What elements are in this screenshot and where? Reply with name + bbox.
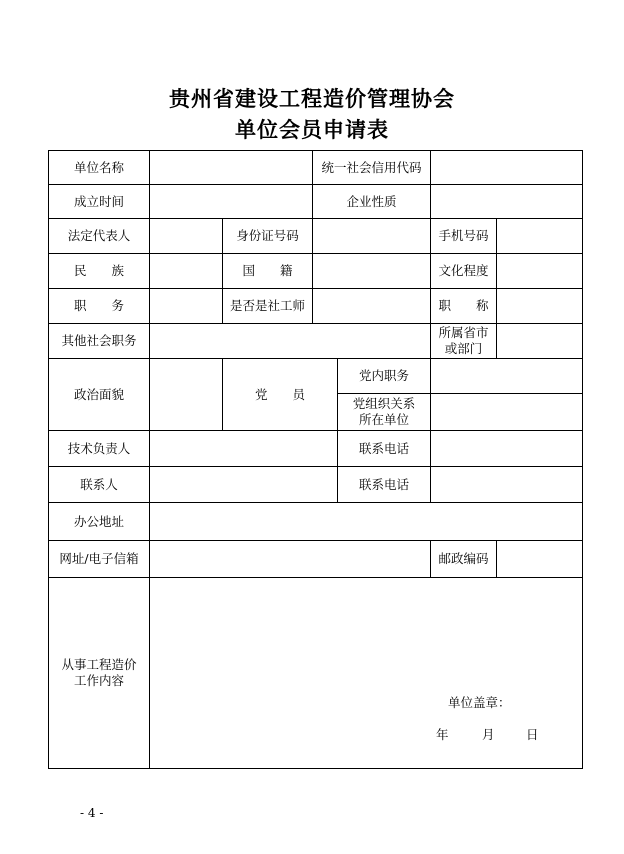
field-nationality[interactable]: [313, 254, 430, 288]
label-ethnicity: 民 族: [73, 263, 124, 278]
label-work-content: 从事工程造价 工作内容: [61, 657, 137, 688]
label-id-number: 身份证号码: [236, 228, 299, 243]
field-education[interactable]: [497, 254, 582, 288]
label-province-dept: 所属省市 或部门: [438, 325, 489, 356]
field-mobile[interactable]: [497, 219, 582, 253]
field-legal-rep[interactable]: [150, 219, 222, 253]
label-office-addr: 办公地址: [73, 513, 124, 529]
form-title-line2: 单位会员申请表: [235, 118, 389, 142]
label-credit-code: 统一社会信用代码: [321, 159, 422, 175]
field-ethnicity[interactable]: [150, 254, 222, 288]
label-tech-lead: 技术负责人: [67, 440, 131, 456]
label-postcode: 邮政编码: [438, 551, 489, 566]
label-phone-2: 联系电话: [358, 476, 409, 492]
label-party-position: 党内职务: [358, 368, 409, 383]
label-position: 职 务: [73, 298, 124, 313]
field-website-email[interactable]: [150, 541, 430, 577]
label-enterprise-nature: 企业性质: [346, 193, 397, 209]
label-website-email: 网址/电子信箱: [59, 551, 139, 566]
field-contact[interactable]: [150, 467, 337, 502]
field-credit-code[interactable]: [431, 151, 582, 184]
field-postcode[interactable]: [497, 541, 582, 577]
field-phone-1[interactable]: [431, 431, 582, 466]
field-phone-2[interactable]: [431, 467, 582, 502]
field-tech-lead[interactable]: [150, 431, 337, 466]
field-province-dept[interactable]: [497, 324, 582, 358]
label-mobile: 手机号码: [438, 228, 489, 243]
label-legal-rep: 法定代表人: [67, 228, 131, 243]
field-unit-name[interactable]: [150, 151, 312, 184]
field-title-rank[interactable]: [497, 289, 582, 323]
label-phone-1: 联系电话: [358, 440, 409, 456]
date-day: 日: [526, 727, 539, 742]
label-party-org: 党组织关系 所在单位: [352, 396, 416, 427]
label-social-worker: 是否是社工师: [229, 298, 305, 313]
label-political: 政治面貌: [73, 386, 124, 402]
seal-label: 单位盖章：: [448, 695, 511, 710]
label-party-member: 党 员: [254, 386, 305, 402]
field-other-social[interactable]: [150, 324, 430, 358]
field-social-worker[interactable]: [313, 289, 430, 323]
field-id-number[interactable]: [313, 219, 430, 253]
label-contact: 联系人: [80, 476, 118, 492]
page-number: - 4 -: [80, 806, 104, 820]
field-work-content[interactable]: [150, 578, 582, 768]
field-position[interactable]: [150, 289, 222, 323]
field-political[interactable]: [150, 359, 222, 430]
label-nationality: 国 籍: [242, 263, 293, 278]
field-party-position[interactable]: [431, 359, 582, 393]
field-office-addr[interactable]: [150, 503, 582, 540]
label-education: 文化程度: [438, 263, 489, 278]
date-month: 月: [482, 727, 495, 742]
form-title-line1: 贵州省建设工程造价管理协会: [169, 87, 455, 111]
label-unit-name: 单位名称: [73, 159, 124, 175]
label-other-social: 其他社会职务: [61, 333, 137, 348]
field-party-org[interactable]: [431, 394, 582, 430]
field-founded[interactable]: [150, 185, 312, 218]
date-year: 年: [436, 727, 449, 742]
label-founded: 成立时间: [73, 193, 124, 209]
field-enterprise-nature[interactable]: [431, 185, 582, 218]
label-title-rank: 职 称: [438, 298, 489, 313]
